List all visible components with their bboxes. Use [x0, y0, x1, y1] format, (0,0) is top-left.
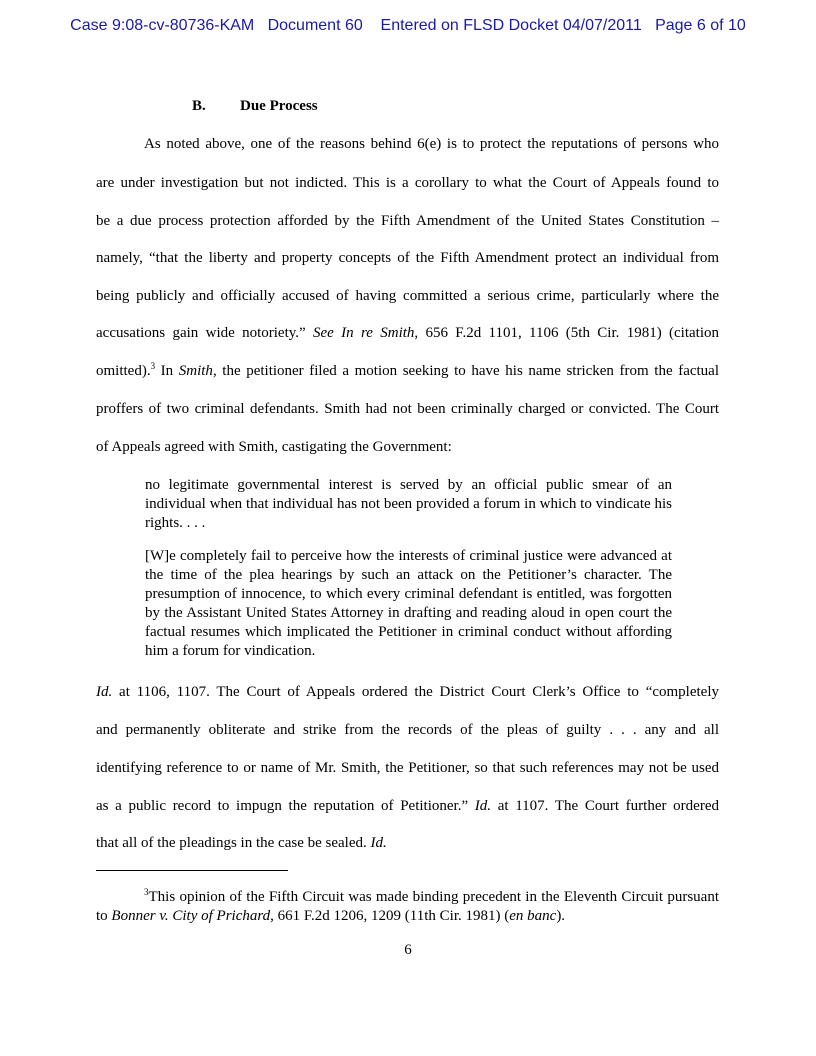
footnote-number: 3	[144, 887, 149, 897]
case-cite: See In re Smith	[313, 325, 415, 341]
body-line-13	[96, 797, 719, 815]
text: at 1106, 1107. The Court of Appeals ordered the District Court Clerk’s Office to “completely	[112, 684, 719, 700]
case-name: Smith	[178, 363, 213, 379]
case-name: Bonner v. City of Prichard	[111, 908, 271, 924]
footnote-ref[interactable]: 3	[150, 361, 156, 371]
text: that all of the pleadings in the case be sealed.	[96, 835, 371, 851]
quote-paragraph-2: [W]e completely fail to perceive how the interests of criminal justice were advanced at the time of the plea hearings by such an attack on the Petitioner’s character. The presumption of innocence, to which every criminal defendant is entitled, was forgotten by the Assistant United States Attorney in drafting and reading aloud in open court the factual resumes which implicated the Petitioner in criminal conduct without affording him a forum for vindication.	[145, 548, 672, 659]
quote-paragraph-1: no legitimate governmental interest is served by an official public smear of an individual when that individual has not been provided a forum in which to vindicate his rights. . . .	[145, 477, 672, 531]
body-line-11: and permanently obliterate and strike from the records of the pleas of guilty . . . any and all	[96, 722, 719, 738]
footnote-text	[96, 888, 719, 926]
text: , the petitioner filed a motion seeking to have his name stricken from the factual	[212, 363, 719, 379]
text: omitted).	[96, 363, 151, 379]
section-title: Due Process	[240, 98, 318, 114]
text: ).	[556, 908, 566, 924]
body-line-5: being publicly and officially accused of having committed a serious crime, particularly where the	[96, 288, 719, 304]
id-cite: Id.	[474, 798, 492, 814]
body-line-12: identifying reference to or name of Mr. Smith, the Petitioner, so that such references may not be used	[96, 760, 719, 776]
body-line-14	[96, 834, 719, 852]
block-quote	[145, 476, 672, 661]
text: , 656 F.2d 1101, 1106 (5th Cir. 1981) (citation	[414, 325, 719, 341]
en-banc: en banc	[509, 908, 557, 924]
body-line-4: namely, “that the liberty and property concepts of the Fifth Amendment protect an individual from	[96, 250, 719, 266]
text: In	[155, 363, 179, 379]
body-line-7	[96, 362, 719, 380]
text: This opinion of the Fifth Circuit was made binding precedent in the Eleventh Circuit pursuant to	[96, 889, 719, 924]
page-number: 6	[404, 942, 412, 958]
id-cite: Id.	[370, 835, 387, 851]
docket-header: Case 9:08-cv-80736-KAM Document 60 Entered on FLSD Docket 04/07/2011 Page 6 of 10	[70, 17, 746, 34]
body-line-6	[96, 324, 719, 342]
text: , 661 F.2d 1206, 1209 (11th Cir. 1981) (	[270, 908, 510, 924]
section-letter: B.	[192, 98, 206, 114]
body-line-3: be a due process protection afforded by the Fifth Amendment of the United States Constitution –	[96, 213, 719, 229]
body-line-8: proffers of two criminal defendants. Smith had not been criminally charged or convicted. The Court	[96, 401, 719, 417]
text: as a public record to impugn the reputation of Petitioner.”	[96, 798, 475, 814]
text: accusations gain wide notoriety.”	[96, 325, 314, 341]
id-cite: Id.	[96, 684, 113, 700]
body-line-1: As noted above, one of the reasons behind 6(e) is to protect the reputations of persons who	[144, 136, 719, 152]
body-line-9: of Appeals agreed with Smith, castigating the Government:	[96, 439, 452, 455]
body-line-10	[96, 683, 719, 701]
footnote	[96, 888, 719, 926]
body-line-2: are under investigation but not indicted. This is a corollary to what the Court of Appeals found to	[96, 175, 719, 191]
footnote-separator	[96, 870, 288, 871]
text: at 1107. The Court further ordered	[491, 798, 719, 814]
